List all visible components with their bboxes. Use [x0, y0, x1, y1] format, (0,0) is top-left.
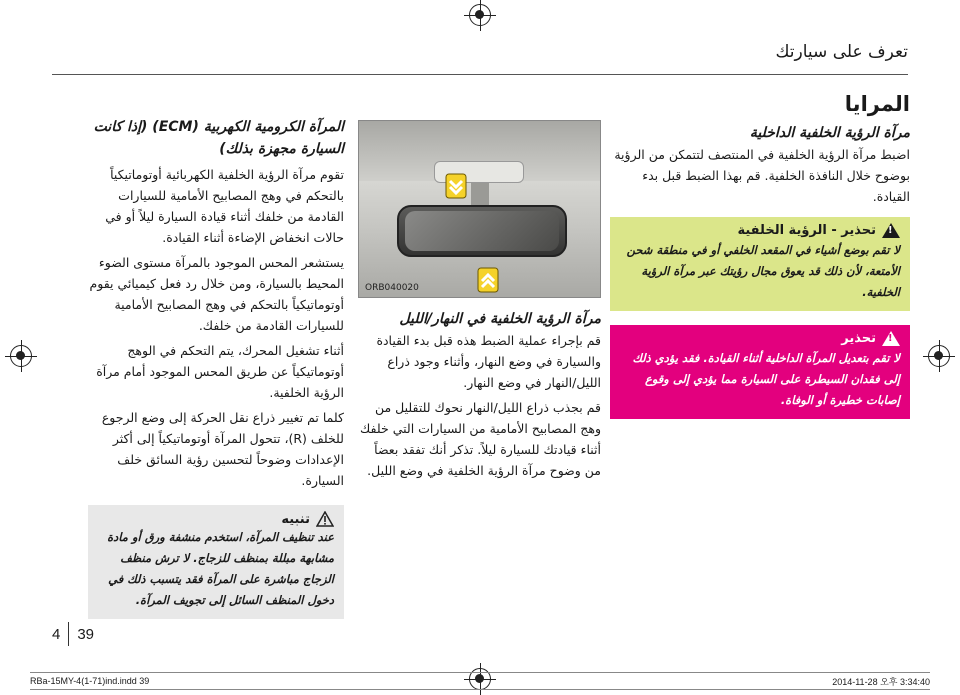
danger-body: لا تقم بتعديل المرآة الداخلية أثناء القيادة. فقد يؤدي ذلك إلى فقدان السيطرة على السيارة مما يؤدي إلى وقوع إصابات خطيرة أو الوفاة. [632, 351, 900, 407]
registration-mark-top [469, 4, 491, 26]
footer-file-name: RBa-15MY-4(1-71)ind.indd 39 [30, 676, 150, 686]
left-column [88, 116, 344, 619]
page-number-bar [52, 622, 162, 646]
caution-body: عند تنظيف المرآة، استخدم منشفة ورق أو مادة مشابهة مبللة بمنظف للزجاج. لا ترش منظف الزجاج مباشرة على المرآة فقد يتسبب ذلك في دخول المنظف السائل إلى تجويف المرآة. [107, 530, 334, 607]
warning-triangle-icon [882, 331, 900, 346]
page-header-title: تعرف على سيارتك [775, 42, 908, 62]
footer-timestamp: 2014-11-28 오후 3:34:40 [832, 676, 930, 687]
warning-body: لا تقم بوضع أشياء في المقعد الخلفي أو في منطقة شحن الأمتعة، لأن ذلك قد يعوق مجال رؤيتك عبر مرآة الرؤية الخلفية. [626, 243, 900, 299]
day-night-paragraph-1: قم بإجراء عملية الضبط هذه قبل بدء القيادة والسيارة في وضع النهار، وأثناء وجود ذراع الليل/النهار في وضع النهار. [376, 333, 601, 390]
ecm-paragraph-1: تقوم مرآة الرؤية الخلفية الكهربائية أوتوماتيكياً بالتحكم في وهج المصابيح الأمامية للسيارات القادمة من خلفك أثناء قيادة السيارة ليلاً أو في حالات انخفاض الإضاءة أثناء القيادة. [105, 167, 344, 245]
middle-column [356, 120, 601, 481]
ecm-paragraph-3: أثناء تشغيل المحرك، يتم التحكم في الوهج أوتوماتيكياً عن طريق المحس الموجود أمام مرآة الرؤية الخلفية. [96, 343, 344, 400]
danger-title: تحذير [841, 331, 876, 346]
rear-visibility-warning [610, 217, 910, 311]
rearview-mirror-photo [358, 120, 601, 298]
section-title: المرايا [844, 92, 910, 116]
arrow-up-icon [477, 267, 499, 293]
day-night-mirror-heading: مرآة الرؤية الخلفية في النهار/الليل [399, 311, 601, 327]
page-number: 39 [77, 625, 95, 643]
section-number: 4 [52, 625, 61, 643]
arrow-down-icon [445, 173, 467, 199]
inside-mirror-heading: مرآة الرؤية الخلفية الداخلية [749, 125, 910, 141]
warning-triangle-icon [882, 223, 900, 238]
ecm-heading: المرآة الكرومية الكهربية (ECM) (إذا كانت السيارة مجهزة بذلك) [93, 119, 344, 157]
ecm-paragraph-4: كلما تم تغيير ذراع نقل الحركة إلى وضع الرجوع للخلف (R)، تتحول المرآة أوتوماتيكياً إلى أكثر الإعدادات وضوحاً لتحسين رؤية السائق خلف السيارة. [101, 410, 344, 488]
print-footer [30, 672, 930, 690]
inside-mirror-paragraph: اضبط مرآة الرؤية الخلفية في المنتصف لتتمكن من الرؤية بوضوح خلال النافذة الخلفية. قم بهذا الضبط قبل بدء القيادة. [614, 147, 910, 204]
registration-mark-left [10, 345, 32, 367]
image-code: ORB040020 [365, 283, 419, 293]
caution-title: تنبيه [281, 511, 310, 527]
registration-mark-right [928, 345, 950, 367]
warning-title: تحذير - الرؤية الخلفية [737, 223, 876, 238]
header-divider [52, 74, 908, 75]
caution-triangle-icon [316, 511, 334, 527]
adjust-while-driving-warning [610, 325, 910, 419]
right-column [610, 92, 910, 419]
cleaning-caution [88, 505, 344, 619]
day-night-paragraph-2: قم بجذب ذراع الليل/النهار نحوك للتقليل من وهج المصابيح الأمامية من السيارات التي خلفك أثناء قيادتك للسيارة ليلاً. تذكر أنك تفقد بعضاً من وضوح مرآة الرؤية الخلفية في وضع الليل. [360, 400, 601, 478]
ecm-paragraph-2: يستشعر المحس الموجود بالمرآة مستوى الضوء المحيط بالسيارة، ومن خلال رد فعل كيميائي يقوم أوتوماتيكياً بالتحكم في وهج المصابيح الأمامية للسيارات القادمة من خلفك. [89, 255, 344, 333]
page-number-divider [68, 622, 69, 646]
